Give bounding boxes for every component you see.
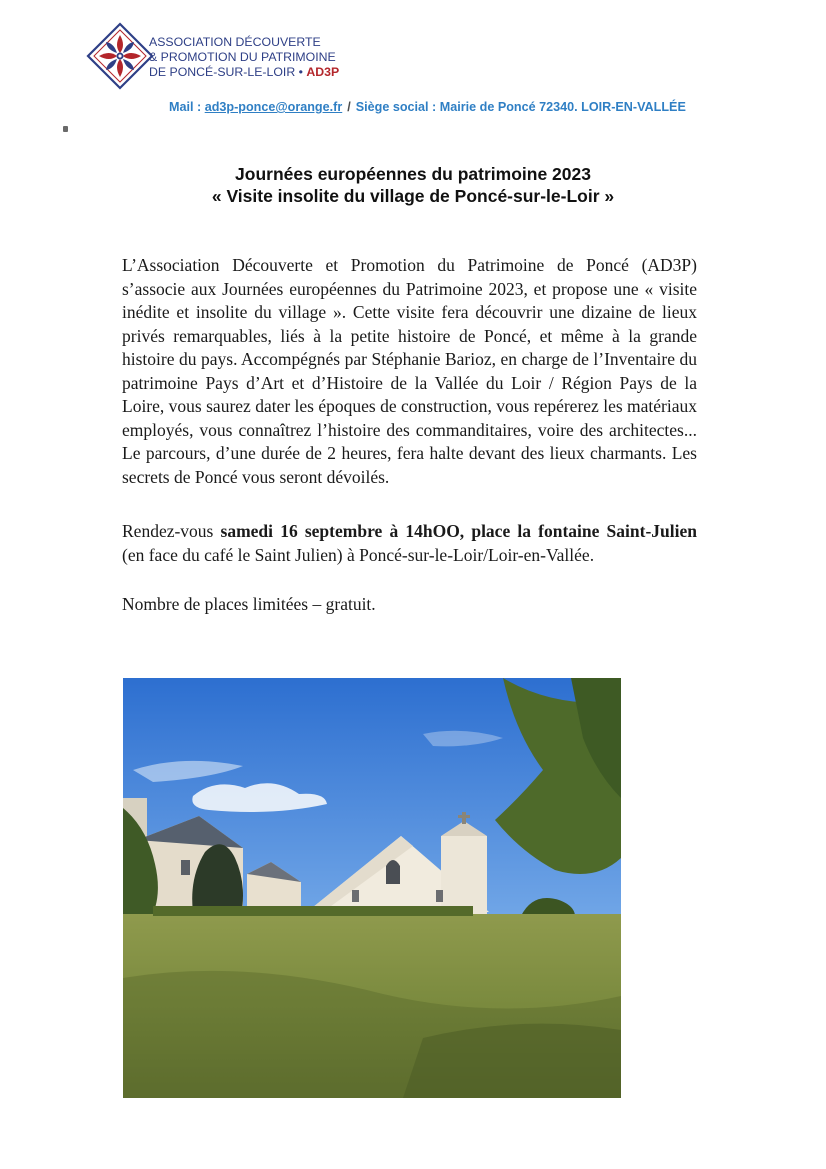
contact-line [169, 100, 686, 114]
mail-link[interactable]: ad3p-ponce@orange.fr [204, 100, 343, 114]
page-title: Journées européennes du patrimoine 2023 [235, 164, 591, 184]
places-notice: Nombre de places limitées – gratuit. [122, 594, 376, 614]
org-line-3 [149, 65, 339, 80]
org-place: DE PONCÉ-SUR-LE-LOIR [149, 65, 296, 79]
org-line-1: ASSOCIATION DÉCOUVERTE [149, 35, 321, 49]
mail-label: Mail : [169, 100, 205, 114]
org-bullet: • [295, 65, 307, 79]
meeting-time-place: samedi 16 septembre à 14hOO, place la fontaine Saint-Julien [220, 521, 697, 541]
org-acronym: AD3P [306, 65, 340, 79]
ad3p-logo-icon [86, 22, 154, 90]
meeting-suffix: (en face du café le Saint Julien) à Poncé-sur-le-Loir/Loir-en-Vallée. [122, 544, 595, 565]
intro-paragraph: L’Association Découverte et Promotion du Patrimoine de Poncé (AD3P) s’associe aux Journées européennes du Patrimoine 2023, et propose une « visite inédite et insolite du village ». Cette visite fera découvrir une dizaine de lieux privés remarquables, liés à la petite histoire de Poncé, et même à la grande histoire du pays. Accompégnés par Stéphanie Barioz, en charge de l’Inventaire du patrimoine Pays d’Art et d’Histoire de la Vallée du Loir / Région Pays de la Loire, vous saurez dater les époques de construction, vous repérerez les matériaux employés, vous connaîtrez l’histoire des commanditaires, voire des architectes... Le parcours, d’une durée de 2 heures, fera halte devant des lieux charmants. Les secrets de Poncé vous seront dévoilés. [122, 255, 697, 487]
meeting-paragraph [122, 520, 697, 567]
meeting-prefix: Rendez-vous [122, 521, 221, 541]
org-line-2: & PROMOTION DU PATRIMOINE [149, 50, 336, 64]
organization-name [149, 35, 339, 80]
head-office-address: Siège social : Mairie de Poncé 72340. LOIR-EN-VALLÉE [355, 100, 686, 114]
scan-speck [63, 126, 68, 132]
page-subtitle: « Visite insolite du village de Poncé-sur-le-Loir » [211, 186, 615, 206]
village-church-photo [123, 678, 621, 1098]
contact-separator: / [347, 100, 351, 114]
